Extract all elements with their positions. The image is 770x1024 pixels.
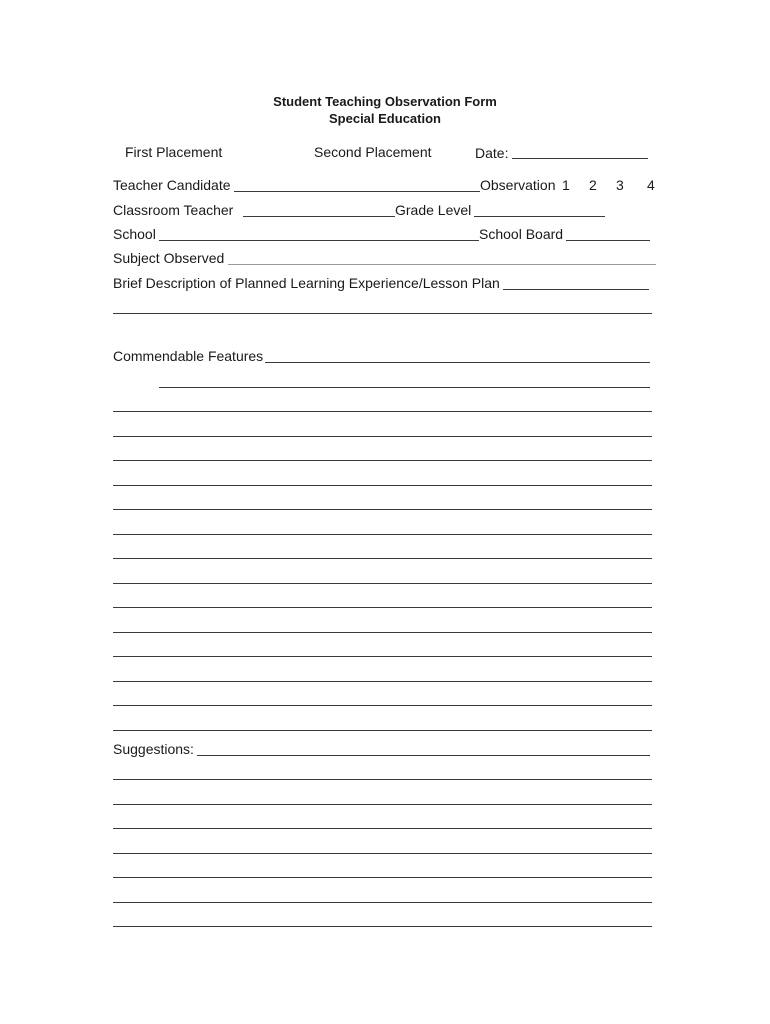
subject-observed-label: Subject Observed bbox=[113, 250, 225, 266]
suggestions-line[interactable] bbox=[113, 804, 652, 805]
observation-option-2[interactable]: 2 bbox=[589, 177, 597, 193]
commendable-line[interactable] bbox=[113, 705, 652, 706]
commendable-line[interactable] bbox=[113, 558, 652, 559]
commendable-line[interactable] bbox=[113, 583, 652, 584]
school-board-label: School Board bbox=[479, 226, 564, 242]
teacher-candidate-field[interactable] bbox=[234, 191, 480, 192]
commendable-features-field[interactable] bbox=[265, 362, 650, 363]
commendable-line[interactable] bbox=[113, 534, 652, 535]
form-title: Student Teaching Observation Form bbox=[273, 94, 497, 109]
commendable-line[interactable] bbox=[113, 632, 652, 633]
suggestions-line[interactable] bbox=[113, 828, 652, 829]
suggestions-line[interactable] bbox=[113, 779, 652, 780]
commendable-line[interactable] bbox=[113, 485, 652, 486]
observation-option-1[interactable]: 1 bbox=[562, 177, 570, 193]
school-board-field[interactable] bbox=[566, 240, 650, 241]
commendable-line[interactable] bbox=[113, 607, 652, 608]
subject-observed-field[interactable] bbox=[228, 264, 656, 265]
suggestions-field[interactable] bbox=[197, 755, 650, 756]
commendable-line[interactable] bbox=[159, 387, 650, 388]
commendable-line[interactable] bbox=[113, 681, 652, 682]
first-placement-label: First Placement bbox=[125, 144, 223, 160]
teacher-candidate-label: Teacher Candidate bbox=[113, 177, 231, 193]
commendable-line[interactable] bbox=[113, 730, 652, 731]
date-field[interactable] bbox=[512, 158, 648, 159]
suggestions-label: Suggestions: bbox=[113, 741, 194, 757]
brief-description-line[interactable] bbox=[113, 313, 652, 314]
commendable-line[interactable] bbox=[113, 656, 652, 657]
suggestions-line[interactable] bbox=[113, 877, 652, 878]
commendable-line[interactable] bbox=[113, 460, 652, 461]
grade-level-label: Grade Level bbox=[395, 202, 472, 218]
observation-option-4[interactable]: 4 bbox=[647, 177, 655, 193]
commendable-line[interactable] bbox=[113, 509, 652, 510]
commendable-features-label: Commendable Features bbox=[113, 348, 264, 364]
second-placement-label: Second Placement bbox=[314, 144, 432, 160]
suggestions-line[interactable] bbox=[113, 853, 652, 854]
classroom-teacher-field[interactable] bbox=[243, 216, 395, 217]
school-field[interactable] bbox=[159, 240, 479, 241]
brief-description-label: Brief Description of Planned Learning Experience/Lesson Plan bbox=[113, 275, 500, 291]
date-label: Date: bbox=[475, 145, 509, 161]
suggestions-line[interactable] bbox=[113, 926, 652, 927]
commendable-line[interactable] bbox=[113, 411, 652, 412]
commendable-line[interactable] bbox=[113, 436, 652, 437]
suggestions-line[interactable] bbox=[113, 902, 652, 903]
brief-description-field[interactable] bbox=[503, 289, 649, 290]
school-label: School bbox=[113, 226, 156, 242]
classroom-teacher-label: Classroom Teacher bbox=[113, 202, 234, 218]
observation-label: Observation bbox=[480, 177, 556, 193]
observation-option-3[interactable]: 3 bbox=[616, 177, 624, 193]
grade-level-field[interactable] bbox=[474, 216, 605, 217]
form-subtitle: Special Education bbox=[329, 111, 441, 126]
